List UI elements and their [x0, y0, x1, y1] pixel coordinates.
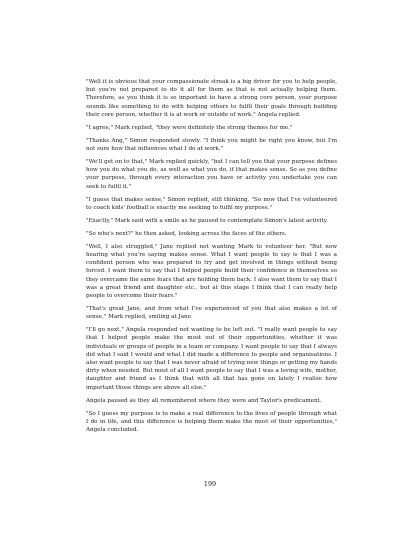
paragraph: "Thanks Ang," Simon responded slowly. "I think you might be right you know, but I'm not sure how that influences what I do at work." — [86, 137, 337, 153]
paragraph: "So I guess my purpose is to make a real difference to the lives of people through what I do in life, and this difference is helping them make the most of their opportunities," Angela concluded. — [86, 410, 337, 434]
paragraph: "I agree," Mark replied, "they were definitely the strong themes for me." — [86, 124, 293, 131]
book-page-body — [86, 78, 337, 439]
paragraph: "We'll get on to that," Mark replied quickly, "but I can tell you that your purpose defines how you do what you do, as well as what you do, if that makes sense. So as you define your purpose, through every interaction you have or activity you undertake you can seek to fulfil it." — [86, 159, 337, 190]
paragraph: Angela paused as they all remembered where they were and Taylor's predicament. — [86, 397, 322, 404]
paragraph: "I'll go next," Angela responded not wanting to be left out. "I really want people to say that I helped people make the most out of their opportunities, whether it was individuals or groups of people in a team or company. I want people to say that I always did what I said I would and what I did made a difference to people and organisations. I also want people to say that I was never afraid of trying new things or getting my hands dirty when needed. But most of all I want people to say that I was a loving wife, mother, daughter and friend as I think that with all that has gone on lately I realise how important those things are above all else." — [86, 327, 337, 391]
paragraph: "That's great Jane, and from what I've experienced of you that also makes a lot of sense," Mark replied, smiling at Jane. — [86, 306, 337, 321]
paragraph: "Well, I also struggled," Jane replied not wanting Mark to volunteer her. "But now hearing what you're saying makes sense. What I want people to say is that I was a confident person who was prepared to try and get involved in things without being forced. I want them to say that I helped people build their confidence in themselves so they overcame the same fears that are holding them back. I also want them to say that I was a great friend and daughter etc., but at this stage I think that I can really help people to overcome their fears." — [86, 243, 337, 300]
paragraph: "I guess that makes sense," Simon replied, still thinking. "So now that I've volunteered to coach kids' football is exactly me seeking to fulfil my purpose." — [86, 196, 337, 211]
paragraph: "Exactly," Mark said with a smile as he paused to contemplate Simon's latest activity. — [86, 217, 328, 224]
page-number: 199 — [203, 480, 217, 488]
paragraph: "Well it is obvious that your compassionate streak is a big driver for you to help people, but you're not prepared to do it all for them as that is not actually helping them. Therefore, as you think it is so important to have a strong core person, your purpose sounds like something to do with helping others to fulfil their goals through building their core person, whether it is at work or outside of work," Angela replied. — [86, 79, 337, 118]
paragraph: "So who's next?" he then asked, looking across the faces of the others. — [86, 230, 287, 237]
